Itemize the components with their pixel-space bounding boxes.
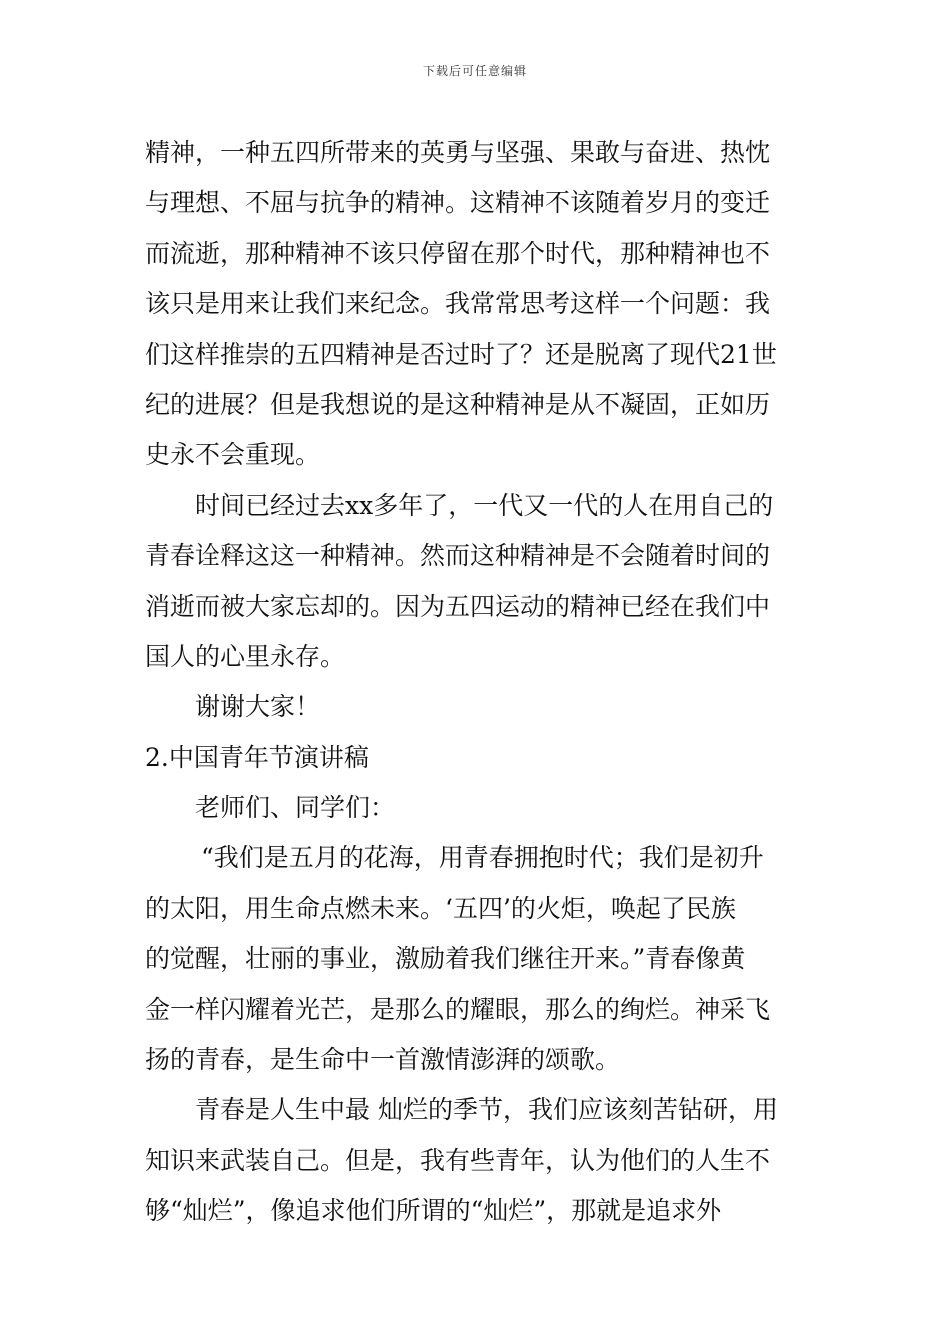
page-header: 下载后可任意编辑	[422, 64, 527, 78]
text-line: 扬的青春，是生命中一首激情澎湃的颂歌。	[145, 1045, 621, 1075]
section-heading	[145, 733, 810, 783]
text-line: 精神，一种五四所带来的英勇与坚强、果敢与奋进、热忱	[145, 138, 771, 167]
text-line: 消逝而被大家忘却的。因为五四运动的精神已经在我们中	[145, 591, 771, 621]
text-line: 与理想、不屈与抗争的精神。这精神不该随着岁月的变迁	[145, 188, 771, 218]
text-line: 老师们、同学们：	[195, 793, 396, 823]
text-line: “我们是五月的花海，用青春拥抱时代；我们是初升	[201, 843, 764, 873]
text-line: 青春是人生中最 灿烂的季节，我们应该刻苦钻研，用	[195, 1095, 778, 1125]
text-line: 青春诠释这这一种精神。然而这种精神是不会随着时间的	[145, 541, 771, 571]
paragraph	[145, 682, 810, 732]
text-line: 的觉醒，壮丽的事业，激励着我们继往开来。”青春像黄	[145, 944, 746, 974]
text-line: 们这样推崇的五四精神是否过时了？还是脱离了现代21世	[145, 339, 777, 369]
text-line: 纪的进展？但是我想说的是这种精神是从不凝固，正如历	[145, 389, 771, 419]
paragraph	[145, 481, 810, 683]
text-line: 谢谢大家！	[195, 692, 321, 722]
text-line: 时间已经过去xx多年了，一代又一代的人在用自己的	[195, 490, 774, 520]
text-line: 的太阳，用生命点燃未来。‘五四’的火炬，唤起了民族	[145, 893, 736, 923]
paragraph	[145, 833, 810, 1085]
text-line: 史永不会重现。	[145, 440, 321, 470]
paragraph	[145, 783, 810, 833]
paragraph	[145, 1085, 810, 1236]
text-line: 够“灿烂”，像追求他们所谓的“灿烂”，那就是追求外	[145, 1196, 722, 1226]
text-line: 国人的心里永存。	[145, 641, 346, 671]
document-body	[145, 128, 810, 1237]
text-line: 该只是用来让我们来纪念。我常常思考这样一个问题：我	[145, 289, 771, 319]
text-line: 而流逝，那种精神不该只停留在那个时代，那种精神也不	[145, 238, 771, 268]
text-line: 知识来武装自己。但是，我有些青年，认为他们的人生不	[145, 1145, 771, 1175]
paragraph	[145, 128, 810, 481]
text-line: 2.中国青年节演讲稿	[145, 742, 369, 772]
text-line: 金一样闪耀着光芒，是那么的耀眼，那么的绚烂。神采飞	[145, 994, 771, 1024]
